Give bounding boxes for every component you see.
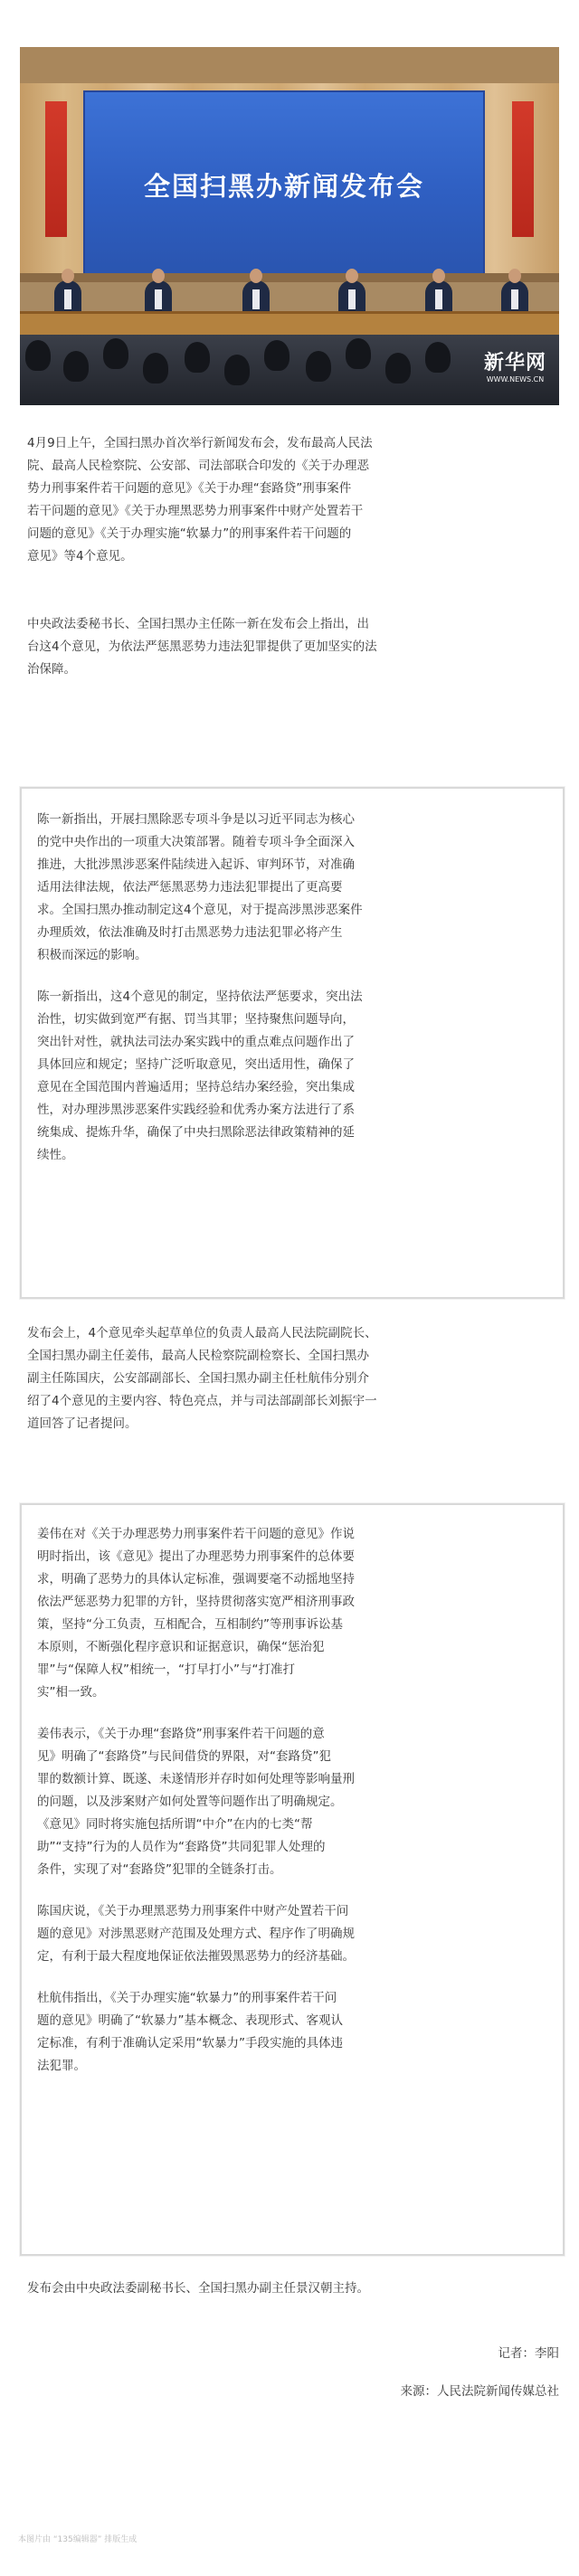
paragraph-jiang-taolu-loans: 姜伟表示，《关于办理“套路贷”刑事案件若干问题的意 见》明确了“套路贷”与民间借贷的界限，对“套路贷”犯 罪的数额计算、既遂、未遂情形并存时如何处理等影响量刑 的问题，以及涉案财产如何处置等问题作出了明确规定。 《意见》同时将实施包括所谓“中介”在内的七类“帮 助”“支持”行为的人员作为“套路贷”共同犯罪人处理的 条件，实现了对“套路贷”犯罪的全链条打击。 (37, 1727, 355, 1877)
stage-edge (20, 273, 559, 282)
audience-head (224, 355, 250, 385)
audience-head (63, 351, 89, 382)
press-conference-photo (20, 47, 559, 405)
audience-head (425, 342, 451, 373)
audience-head (103, 338, 128, 369)
watermark-logo: 新华网 (483, 352, 546, 374)
audience-head (185, 342, 210, 373)
footer-note: 本图片由 “135编辑器” 排版生成 (18, 2535, 138, 2544)
ceiling-strip (20, 47, 559, 83)
right-flag (512, 101, 534, 237)
paragraph-host: 发布会由中央政法委副秘书长、全国扫黑办副主任景汉朝主持。 (27, 2281, 369, 2296)
audience-head (346, 338, 371, 369)
source-credit: 来源：人民法院新闻传媒总社 (400, 2384, 559, 2399)
backdrop-screen (83, 90, 485, 275)
quote-box-1 (20, 787, 565, 1299)
paragraph-chen-guoqing: 陈国庆说，《关于办理黑恶势力刑事案件中财产处置若干问 题的意见》对涉黑恶财产范围及处理方式、程序作了明确规 定，有利于最大程度地保证依法摧毁黑恶势力的经济基础。 (37, 1904, 355, 1964)
watermark-url: WWW.NEWS.CN (486, 375, 545, 384)
paragraph-jiang-evil-forces: 姜伟在对《关于办理恶势力刑事案件若干问题的意见》作说 明时指出，该《意见》提出了办理恶势力刑事案件的总体要 求，明确了恶势力的具体认定标准，强调要毫不动摇地坚持 依法严惩恶势力犯罪的方针，坚持贯彻落实宽严相济刑事政 策，坚持“分工负责，互相配合，互相制约”等刑事诉讼基 本原则，不断强化程序意识和证据意识，确保“惩治犯 罪”与“保障人权”相统一，“打早打小”与“打准打 实”相一致。 (37, 1527, 355, 1700)
paragraph-speakers: 发布会上，4个意见牵头起草单位的负责人最高人民法院副院长、 全国扫黑办副主任姜伟，最高人民检察院副检察长、全国扫黑办 副主任陈国庆，公安部副部长、全国扫黑办副主任杜航伟分别介 绍了4个意见的主要内容、特色亮点，并与司法部副部长刘振宇一 道回答了记者提问。 (27, 1326, 377, 1431)
paragraph-chen-statement: 中央政法委秘书长、全国扫黑办主任陈一新在发布会上指出，出 台这4个意见，为依法严惩黑恶势力违法犯罪提供了更加坚实的法 治保障。 (27, 617, 377, 677)
audience-head (306, 351, 331, 382)
screen-title: 全国扫黑办新闻发布会 (143, 171, 424, 202)
left-flag (45, 101, 67, 237)
quote-box-2 (20, 1503, 565, 2256)
audience-head (264, 340, 290, 371)
audience-head (25, 340, 51, 371)
paragraph-chen-principles: 陈一新指出，这4个意见的制定，坚持依法严惩要求，突出法 治性，切实做到宽严有据、罚当其罪；坚持聚焦问题导向， 突出针对性，就执法司法办案实践中的重点难点问题作出了 具体回应和规定；坚持广泛听取意见，突出适用性，确保了 意见在全国范围内普遍适用；坚持总结办案经验，突出集成 性，对办理涉黑涉恶案件实践经验和优秀办案方法进行了系 统集成、提炼升华，确保了中央扫黑除恶法律政策精神的延 续性。 (37, 990, 363, 1162)
watermark (484, 347, 546, 384)
paragraph-chen-policy: 陈一新指出，开展扫黑除恶专项斗争是以习近平同志为核心 的党中央作出的一项重大决策部署。随着专项斗争全面深入 推进，大批涉黑涉恶案件陆续进入起诉、审判环节，对准确 适用法律法规，依法严惩黑恶势力违法犯罪提出了更高要 求。全国扫黑办推动制定这4个意见，对于提高涉黑涉恶案件 办理质效，依法准确及时打击黑恶势力违法犯罪必将产生 积极而深远的影响。 (37, 812, 363, 962)
reporter-credit: 记者：李阳 (498, 2346, 559, 2361)
audience-head (385, 353, 411, 384)
audience-area (20, 335, 559, 405)
paragraph-du-hangwei: 杜航伟指出，《关于办理实施“软暴力”的刑事案件若干问 题的意见》明确了“软暴力”基本概念、表现形式、客观认 定标准，有利于准确认定采用“软暴力”手段实施的具体违 法犯罪。 (37, 1991, 343, 2073)
audience-head (143, 353, 168, 384)
paragraph-intro: 4月9日上午，全国扫黑办首次举行新闻发布会，发布最高人民法 院、最高人民检察院、公安部、司法部联合印发的《关于办理恶 势力刑事案件若干问题的意见》《关于办理“套路贷”刑事案件 若干问题的意见》《关于办理黑恶势力刑事案件中财产处置若干 问题的意见》《关于办理实施“软暴力”的刑事案件若干问题的 意见》等4个意见。 (27, 436, 373, 564)
